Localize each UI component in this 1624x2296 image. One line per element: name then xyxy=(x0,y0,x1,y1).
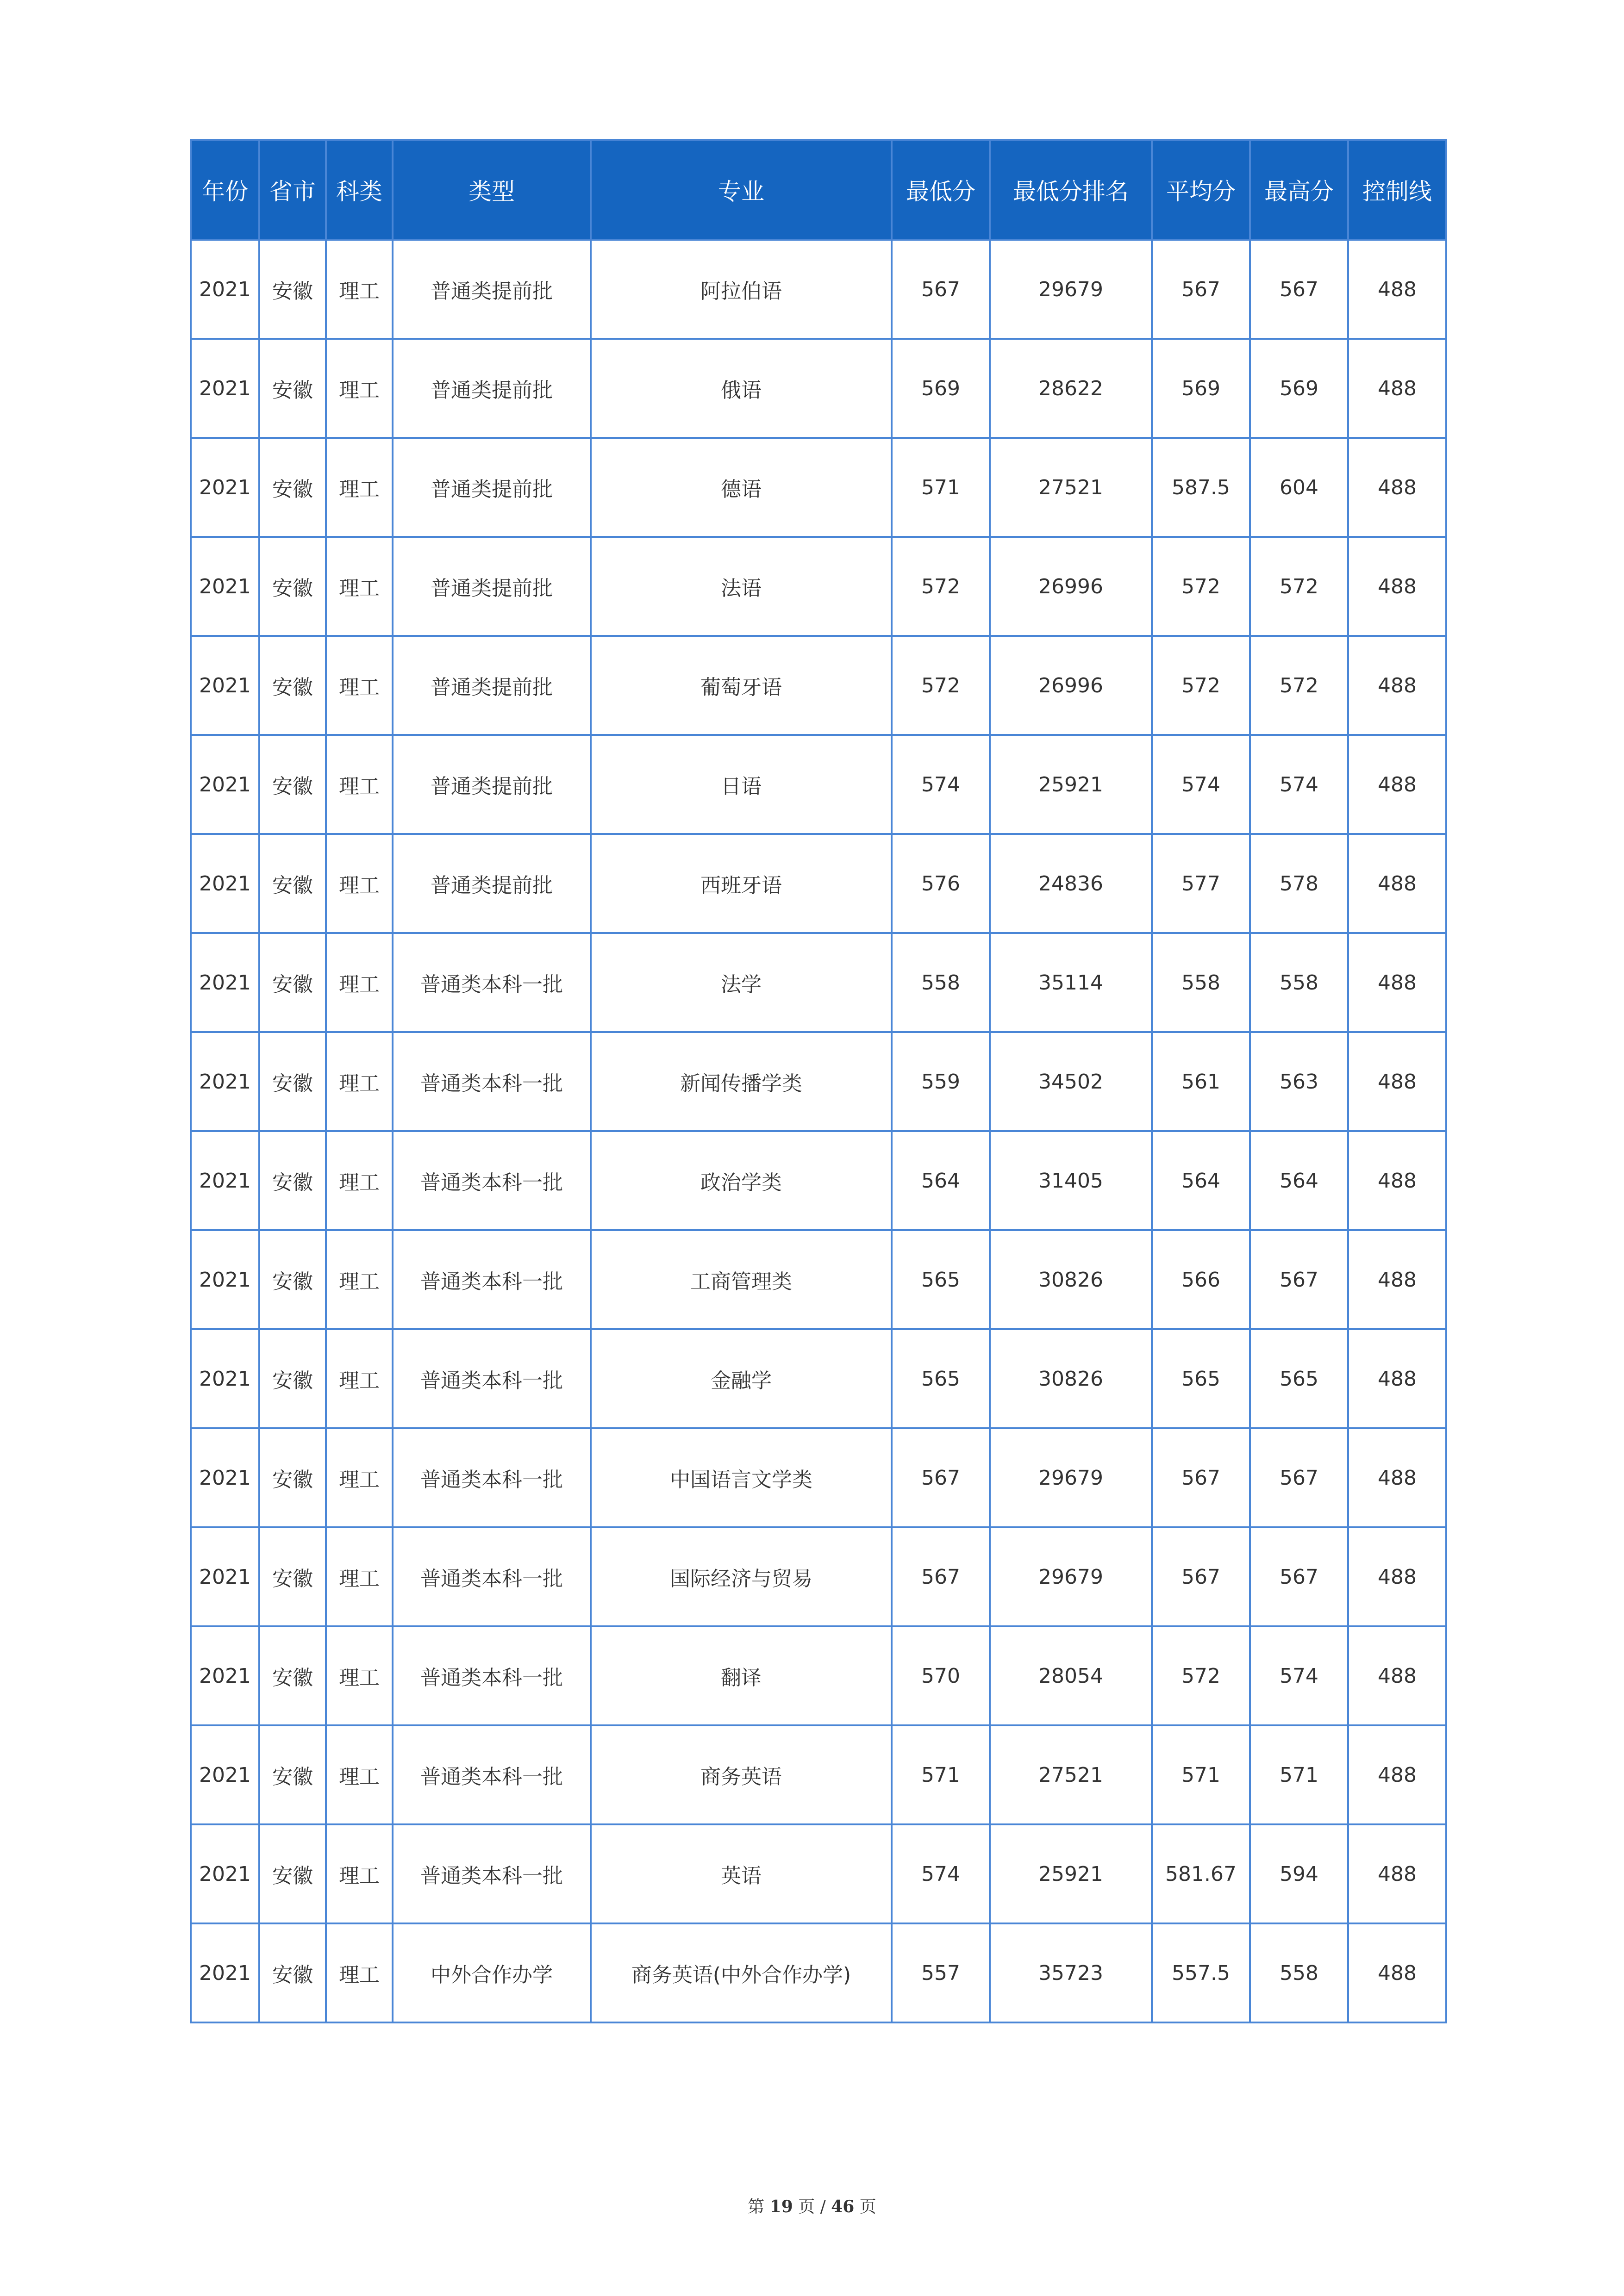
total-pages-number: 46 xyxy=(831,2197,855,2216)
cell-year: 2021 xyxy=(191,735,259,834)
column-header-batch-type: 类型 xyxy=(393,140,591,240)
cell-max-score: 572 xyxy=(1250,636,1348,735)
cell-batch-type: 普通类本科一批 xyxy=(393,1230,591,1329)
cell-major: 俄语 xyxy=(591,339,892,438)
cell-min-score: 572 xyxy=(892,636,990,735)
cell-year: 2021 xyxy=(191,636,259,735)
cell-subject-type: 理工 xyxy=(326,1230,393,1329)
cell-control-line: 488 xyxy=(1348,240,1446,339)
cell-control-line: 488 xyxy=(1348,1923,1446,2022)
column-header-max-score: 最高分 xyxy=(1250,140,1348,240)
cell-batch-type: 普通类本科一批 xyxy=(393,1824,591,1923)
table-row xyxy=(191,933,1446,1032)
table-row xyxy=(191,1230,1446,1329)
cell-control-line: 488 xyxy=(1348,834,1446,933)
cell-max-score: 558 xyxy=(1250,933,1348,1032)
cell-avg-score: 581.67 xyxy=(1152,1824,1250,1923)
cell-subject-type: 理工 xyxy=(326,1626,393,1725)
cell-province: 安徽 xyxy=(259,1626,326,1725)
cell-year: 2021 xyxy=(191,933,259,1032)
cell-min-score: 572 xyxy=(892,537,990,636)
cell-province: 安徽 xyxy=(259,1527,326,1626)
table-row xyxy=(191,1923,1446,2022)
table-row xyxy=(191,735,1446,834)
cell-min-score-rank: 30826 xyxy=(990,1230,1152,1329)
table-row xyxy=(191,1329,1446,1428)
cell-major: 新闻传播学类 xyxy=(591,1032,892,1131)
cell-max-score: 572 xyxy=(1250,537,1348,636)
cell-year: 2021 xyxy=(191,1725,259,1824)
column-header-province: 省市 xyxy=(259,140,326,240)
page-suffix: 页 xyxy=(859,2197,876,2216)
cell-year: 2021 xyxy=(191,1923,259,2022)
column-header-avg-score: 平均分 xyxy=(1152,140,1250,240)
cell-subject-type: 理工 xyxy=(326,1131,393,1230)
page-separator: 页 / xyxy=(798,2197,826,2216)
cell-subject-type: 理工 xyxy=(326,1329,393,1428)
cell-avg-score: 571 xyxy=(1152,1725,1250,1824)
cell-province: 安徽 xyxy=(259,537,326,636)
cell-year: 2021 xyxy=(191,1428,259,1527)
cell-subject-type: 理工 xyxy=(326,636,393,735)
cell-batch-type: 普通类本科一批 xyxy=(393,1527,591,1626)
table-row xyxy=(191,1626,1446,1725)
cell-min-score: 567 xyxy=(892,240,990,339)
cell-major: 西班牙语 xyxy=(591,834,892,933)
column-header-year: 年份 xyxy=(191,140,259,240)
cell-min-score-rank: 28622 xyxy=(990,339,1152,438)
cell-major: 阿拉伯语 xyxy=(591,240,892,339)
cell-min-score: 557 xyxy=(892,1923,990,2022)
cell-subject-type: 理工 xyxy=(326,1032,393,1131)
cell-min-score-rank: 26996 xyxy=(990,537,1152,636)
column-header-major: 专业 xyxy=(591,140,892,240)
cell-batch-type: 普通类提前批 xyxy=(393,636,591,735)
cell-min-score-rank: 24836 xyxy=(990,834,1152,933)
cell-year: 2021 xyxy=(191,1131,259,1230)
table-row xyxy=(191,636,1446,735)
cell-min-score-rank: 35114 xyxy=(990,933,1152,1032)
cell-batch-type: 普通类提前批 xyxy=(393,240,591,339)
cell-year: 2021 xyxy=(191,438,259,537)
cell-province: 安徽 xyxy=(259,1329,326,1428)
cell-avg-score: 569 xyxy=(1152,339,1250,438)
cell-min-score: 565 xyxy=(892,1329,990,1428)
cell-max-score: 567 xyxy=(1250,1428,1348,1527)
cell-subject-type: 理工 xyxy=(326,1725,393,1824)
cell-min-score-rank: 27521 xyxy=(990,1725,1152,1824)
cell-major: 日语 xyxy=(591,735,892,834)
cell-min-score-rank: 31405 xyxy=(990,1131,1152,1230)
admission-score-table xyxy=(190,139,1447,2023)
cell-min-score: 571 xyxy=(892,1725,990,1824)
cell-subject-type: 理工 xyxy=(326,834,393,933)
cell-control-line: 488 xyxy=(1348,1428,1446,1527)
cell-avg-score: 577 xyxy=(1152,834,1250,933)
cell-min-score: 559 xyxy=(892,1032,990,1131)
cell-control-line: 488 xyxy=(1348,1527,1446,1626)
cell-avg-score: 566 xyxy=(1152,1230,1250,1329)
cell-max-score: 563 xyxy=(1250,1032,1348,1131)
cell-major: 金融学 xyxy=(591,1329,892,1428)
cell-province: 安徽 xyxy=(259,339,326,438)
cell-control-line: 488 xyxy=(1348,339,1446,438)
cell-subject-type: 理工 xyxy=(326,537,393,636)
cell-province: 安徽 xyxy=(259,1923,326,2022)
cell-province: 安徽 xyxy=(259,1230,326,1329)
cell-min-score-rank: 34502 xyxy=(990,1032,1152,1131)
cell-year: 2021 xyxy=(191,1329,259,1428)
cell-control-line: 488 xyxy=(1348,1725,1446,1824)
cell-major: 英语 xyxy=(591,1824,892,1923)
cell-major: 中国语言文学类 xyxy=(591,1428,892,1527)
cell-year: 2021 xyxy=(191,1626,259,1725)
cell-major: 法语 xyxy=(591,537,892,636)
cell-year: 2021 xyxy=(191,1527,259,1626)
cell-control-line: 488 xyxy=(1348,1230,1446,1329)
column-header-control-line: 控制线 xyxy=(1348,140,1446,240)
cell-control-line: 488 xyxy=(1348,1824,1446,1923)
table-header xyxy=(191,140,1446,240)
page-prefix: 第 xyxy=(748,2197,765,2216)
cell-control-line: 488 xyxy=(1348,933,1446,1032)
cell-control-line: 488 xyxy=(1348,537,1446,636)
cell-min-score: 571 xyxy=(892,438,990,537)
cell-batch-type: 中外合作办学 xyxy=(393,1923,591,2022)
cell-avg-score: 572 xyxy=(1152,636,1250,735)
cell-batch-type: 普通类本科一批 xyxy=(393,933,591,1032)
cell-major: 德语 xyxy=(591,438,892,537)
cell-year: 2021 xyxy=(191,1230,259,1329)
cell-avg-score: 565 xyxy=(1152,1329,1250,1428)
cell-min-score-rank: 25921 xyxy=(990,735,1152,834)
cell-subject-type: 理工 xyxy=(326,438,393,537)
cell-min-score-rank: 28054 xyxy=(990,1626,1152,1725)
cell-max-score: 604 xyxy=(1250,438,1348,537)
cell-batch-type: 普通类提前批 xyxy=(393,438,591,537)
cell-batch-type: 普通类本科一批 xyxy=(393,1428,591,1527)
cell-min-score: 565 xyxy=(892,1230,990,1329)
cell-control-line: 488 xyxy=(1348,1329,1446,1428)
cell-major: 商务英语(中外合作办学) xyxy=(591,1923,892,2022)
cell-min-score: 569 xyxy=(892,339,990,438)
table-row xyxy=(191,834,1446,933)
cell-control-line: 488 xyxy=(1348,1131,1446,1230)
cell-subject-type: 理工 xyxy=(326,1428,393,1527)
cell-avg-score: 572 xyxy=(1152,537,1250,636)
cell-province: 安徽 xyxy=(259,1131,326,1230)
cell-min-score-rank: 30826 xyxy=(990,1329,1152,1428)
cell-major: 国际经济与贸易 xyxy=(591,1527,892,1626)
cell-province: 安徽 xyxy=(259,636,326,735)
cell-avg-score: 567 xyxy=(1152,1527,1250,1626)
cell-major: 翻译 xyxy=(591,1626,892,1725)
cell-min-score: 574 xyxy=(892,1824,990,1923)
cell-min-score: 574 xyxy=(892,735,990,834)
column-header-subject-type: 科类 xyxy=(326,140,393,240)
cell-max-score: 574 xyxy=(1250,735,1348,834)
table-row xyxy=(191,1032,1446,1131)
cell-province: 安徽 xyxy=(259,240,326,339)
cell-max-score: 571 xyxy=(1250,1725,1348,1824)
cell-subject-type: 理工 xyxy=(326,240,393,339)
cell-batch-type: 普通类提前批 xyxy=(393,339,591,438)
cell-year: 2021 xyxy=(191,834,259,933)
cell-subject-type: 理工 xyxy=(326,339,393,438)
cell-min-score-rank: 29679 xyxy=(990,240,1152,339)
cell-major: 葡萄牙语 xyxy=(591,636,892,735)
cell-province: 安徽 xyxy=(259,1032,326,1131)
cell-max-score: 565 xyxy=(1250,1329,1348,1428)
cell-control-line: 488 xyxy=(1348,438,1446,537)
cell-max-score: 567 xyxy=(1250,1527,1348,1626)
cell-year: 2021 xyxy=(191,1824,259,1923)
cell-province: 安徽 xyxy=(259,735,326,834)
cell-subject-type: 理工 xyxy=(326,1923,393,2022)
table-row xyxy=(191,1428,1446,1527)
table-row xyxy=(191,1824,1446,1923)
current-page-number: 19 xyxy=(769,2197,793,2216)
cell-batch-type: 普通类本科一批 xyxy=(393,1626,591,1725)
cell-batch-type: 普通类提前批 xyxy=(393,735,591,834)
table-row xyxy=(191,240,1446,339)
cell-province: 安徽 xyxy=(259,933,326,1032)
cell-min-score: 564 xyxy=(892,1131,990,1230)
cell-subject-type: 理工 xyxy=(326,933,393,1032)
cell-max-score: 569 xyxy=(1250,339,1348,438)
cell-avg-score: 567 xyxy=(1152,240,1250,339)
cell-min-score-rank: 35723 xyxy=(990,1923,1152,2022)
cell-province: 安徽 xyxy=(259,1428,326,1527)
cell-avg-score: 567 xyxy=(1152,1428,1250,1527)
cell-avg-score: 561 xyxy=(1152,1032,1250,1131)
cell-min-score: 558 xyxy=(892,933,990,1032)
cell-max-score: 558 xyxy=(1250,1923,1348,2022)
cell-batch-type: 普通类提前批 xyxy=(393,537,591,636)
cell-max-score: 594 xyxy=(1250,1824,1348,1923)
cell-min-score-rank: 26996 xyxy=(990,636,1152,735)
cell-major: 工商管理类 xyxy=(591,1230,892,1329)
cell-province: 安徽 xyxy=(259,1824,326,1923)
cell-control-line: 488 xyxy=(1348,1032,1446,1131)
cell-avg-score: 574 xyxy=(1152,735,1250,834)
cell-major: 法学 xyxy=(591,933,892,1032)
table-row xyxy=(191,1131,1446,1230)
cell-subject-type: 理工 xyxy=(326,1824,393,1923)
cell-control-line: 488 xyxy=(1348,636,1446,735)
cell-province: 安徽 xyxy=(259,834,326,933)
cell-control-line: 488 xyxy=(1348,735,1446,834)
cell-min-score-rank: 29679 xyxy=(990,1527,1152,1626)
cell-min-score-rank: 25921 xyxy=(990,1824,1152,1923)
cell-batch-type: 普通类本科一批 xyxy=(393,1131,591,1230)
column-header-min-score-rank: 最低分排名 xyxy=(990,140,1152,240)
cell-year: 2021 xyxy=(191,1032,259,1131)
column-header-min-score: 最低分 xyxy=(892,140,990,240)
cell-batch-type: 普通类本科一批 xyxy=(393,1032,591,1131)
cell-major: 商务英语 xyxy=(591,1725,892,1824)
cell-subject-type: 理工 xyxy=(326,735,393,834)
cell-avg-score: 557.5 xyxy=(1152,1923,1250,2022)
page-footer xyxy=(0,2194,1624,2217)
cell-province: 安徽 xyxy=(259,1725,326,1824)
cell-batch-type: 普通类本科一批 xyxy=(393,1725,591,1824)
table-row xyxy=(191,1527,1446,1626)
cell-avg-score: 558 xyxy=(1152,933,1250,1032)
table-row xyxy=(191,1725,1446,1824)
cell-min-score-rank: 29679 xyxy=(990,1428,1152,1527)
table-row xyxy=(191,438,1446,537)
cell-control-line: 488 xyxy=(1348,1626,1446,1725)
cell-min-score: 567 xyxy=(892,1428,990,1527)
cell-batch-type: 普通类本科一批 xyxy=(393,1329,591,1428)
cell-year: 2021 xyxy=(191,240,259,339)
cell-max-score: 567 xyxy=(1250,240,1348,339)
cell-year: 2021 xyxy=(191,537,259,636)
cell-major: 政治学类 xyxy=(591,1131,892,1230)
cell-subject-type: 理工 xyxy=(326,1527,393,1626)
cell-avg-score: 564 xyxy=(1152,1131,1250,1230)
cell-max-score: 574 xyxy=(1250,1626,1348,1725)
header-row xyxy=(191,140,1446,240)
cell-min-score-rank: 27521 xyxy=(990,438,1152,537)
cell-year: 2021 xyxy=(191,339,259,438)
table-row xyxy=(191,339,1446,438)
cell-batch-type: 普通类提前批 xyxy=(393,834,591,933)
cell-province: 安徽 xyxy=(259,438,326,537)
cell-min-score: 570 xyxy=(892,1626,990,1725)
cell-avg-score: 572 xyxy=(1152,1626,1250,1725)
cell-avg-score: 587.5 xyxy=(1152,438,1250,537)
table-row xyxy=(191,537,1446,636)
cell-max-score: 578 xyxy=(1250,834,1348,933)
cell-min-score: 567 xyxy=(892,1527,990,1626)
cell-max-score: 564 xyxy=(1250,1131,1348,1230)
table-body xyxy=(191,240,1446,2022)
cell-min-score: 576 xyxy=(892,834,990,933)
cell-max-score: 567 xyxy=(1250,1230,1348,1329)
